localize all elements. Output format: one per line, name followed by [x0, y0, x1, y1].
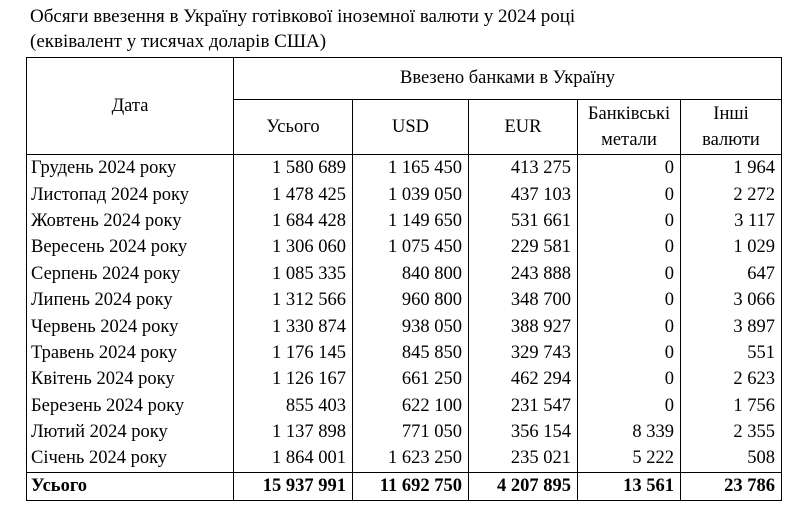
- cell-month: Травень 2024 року: [27, 340, 234, 366]
- cell-usd: 1 075 450: [353, 234, 469, 260]
- cell-total: 1 864 001: [234, 445, 353, 472]
- table-row: [27, 181, 782, 207]
- cell-month: Січень 2024 року: [27, 445, 234, 472]
- cell-month: Грудень 2024 року: [27, 155, 234, 182]
- table-row: [27, 419, 782, 445]
- cell-month: Липень 2024 року: [27, 287, 234, 313]
- cell-other: 2 355: [681, 419, 782, 445]
- cell-other: 3 897: [681, 313, 782, 339]
- table-row: [27, 287, 782, 313]
- totals-eur: 4 207 895: [469, 472, 578, 500]
- cell-metals: 0: [578, 366, 681, 392]
- header-imported-by-banks: Ввезено банками в Україну: [234, 58, 782, 100]
- cell-month: Березень 2024 року: [27, 393, 234, 419]
- cell-usd: 1 039 050: [353, 181, 469, 207]
- cell-metals: 0: [578, 234, 681, 260]
- cell-metals: 0: [578, 313, 681, 339]
- cell-month: Лютий 2024 року: [27, 419, 234, 445]
- cell-total: 1 126 167: [234, 366, 353, 392]
- currency-import-table: [26, 57, 782, 501]
- header-other-currencies: [681, 100, 782, 155]
- cell-usd: 1 623 250: [353, 445, 469, 472]
- cell-eur: 348 700: [469, 287, 578, 313]
- cell-total: 1 330 874: [234, 313, 353, 339]
- cell-month: Червень 2024 року: [27, 313, 234, 339]
- header-bank-metals: [578, 100, 681, 155]
- header-bank-metals-line-2: метали: [601, 130, 657, 150]
- totals-usd: 11 692 750: [353, 472, 469, 500]
- cell-usd: 622 100: [353, 393, 469, 419]
- cell-usd: 771 050: [353, 419, 469, 445]
- cell-usd: 1 149 650: [353, 208, 469, 234]
- table-row: [27, 313, 782, 339]
- cell-eur: 413 275: [469, 155, 578, 182]
- cell-total: 1 176 145: [234, 340, 353, 366]
- cell-eur: 388 927: [469, 313, 578, 339]
- cell-total: 1 312 566: [234, 287, 353, 313]
- header-date: Дата: [27, 58, 234, 155]
- document-title: [30, 4, 575, 54]
- header-total: Усього: [234, 100, 353, 155]
- cell-usd: 845 850: [353, 340, 469, 366]
- cell-metals: 0: [578, 261, 681, 287]
- cell-other: 1 029: [681, 234, 782, 260]
- table-row: [27, 261, 782, 287]
- cell-metals: 0: [578, 208, 681, 234]
- cell-other: 508: [681, 445, 782, 472]
- table-row: [27, 208, 782, 234]
- title-line-2: (еквівалент у тисячах доларів США): [30, 31, 327, 52]
- cell-other: 3 066: [681, 287, 782, 313]
- cell-other: 1 964: [681, 155, 782, 182]
- cell-eur: 356 154: [469, 419, 578, 445]
- table-row: [27, 393, 782, 419]
- header-other-currencies-line-2: валюти: [702, 130, 760, 150]
- title-line-1: Обсяги ввезення в Україну готівкової іноземної валюти у 2024 році: [30, 6, 576, 27]
- cell-metals: 0: [578, 287, 681, 313]
- totals-total: 15 937 991: [234, 472, 353, 500]
- cell-other: 3 117: [681, 208, 782, 234]
- totals-metals: 13 561: [578, 472, 681, 500]
- cell-month: Листопад 2024 року: [27, 181, 234, 207]
- cell-total: 1 684 428: [234, 208, 353, 234]
- totals-label: Усього: [27, 472, 234, 500]
- cell-other: 1 756: [681, 393, 782, 419]
- header-eur: EUR: [469, 100, 578, 155]
- header-other-currencies-line-1: Інші: [713, 104, 749, 124]
- cell-metals: 0: [578, 155, 681, 182]
- cell-month: Серпень 2024 року: [27, 261, 234, 287]
- table-row: [27, 155, 782, 182]
- table-row: [27, 366, 782, 392]
- cell-eur: 437 103: [469, 181, 578, 207]
- cell-eur: 531 661: [469, 208, 578, 234]
- cell-month: Жовтень 2024 року: [27, 208, 234, 234]
- cell-metals: 0: [578, 393, 681, 419]
- table-row: [27, 340, 782, 366]
- cell-total: 1 137 898: [234, 419, 353, 445]
- cell-eur: 229 581: [469, 234, 578, 260]
- cell-total: 1 478 425: [234, 181, 353, 207]
- cell-eur: 235 021: [469, 445, 578, 472]
- cell-usd: 938 050: [353, 313, 469, 339]
- cell-usd: 1 165 450: [353, 155, 469, 182]
- cell-eur: 462 294: [469, 366, 578, 392]
- cell-usd: 960 800: [353, 287, 469, 313]
- cell-total: 1 085 335: [234, 261, 353, 287]
- table-row: [27, 234, 782, 260]
- cell-total: 855 403: [234, 393, 353, 419]
- header-usd: USD: [353, 100, 469, 155]
- cell-total: 1 580 689: [234, 155, 353, 182]
- cell-eur: 231 547: [469, 393, 578, 419]
- cell-month: Вересень 2024 року: [27, 234, 234, 260]
- header-bank-metals-line-1: Банківські: [587, 104, 671, 124]
- cell-metals: 8 339: [578, 419, 681, 445]
- cell-metals: 5 222: [578, 445, 681, 472]
- cell-other: 2 272: [681, 181, 782, 207]
- cell-other: 2 623: [681, 366, 782, 392]
- cell-eur: 243 888: [469, 261, 578, 287]
- cell-metals: 0: [578, 181, 681, 207]
- cell-other: 551: [681, 340, 782, 366]
- cell-metals: 0: [578, 340, 681, 366]
- cell-usd: 840 800: [353, 261, 469, 287]
- cell-month: Квітень 2024 року: [27, 366, 234, 392]
- cell-total: 1 306 060: [234, 234, 353, 260]
- cell-usd: 661 250: [353, 366, 469, 392]
- totals-other: 23 786: [681, 472, 782, 500]
- table-row: [27, 445, 782, 472]
- cell-eur: 329 743: [469, 340, 578, 366]
- cell-other: 647: [681, 261, 782, 287]
- totals-row: [27, 472, 782, 500]
